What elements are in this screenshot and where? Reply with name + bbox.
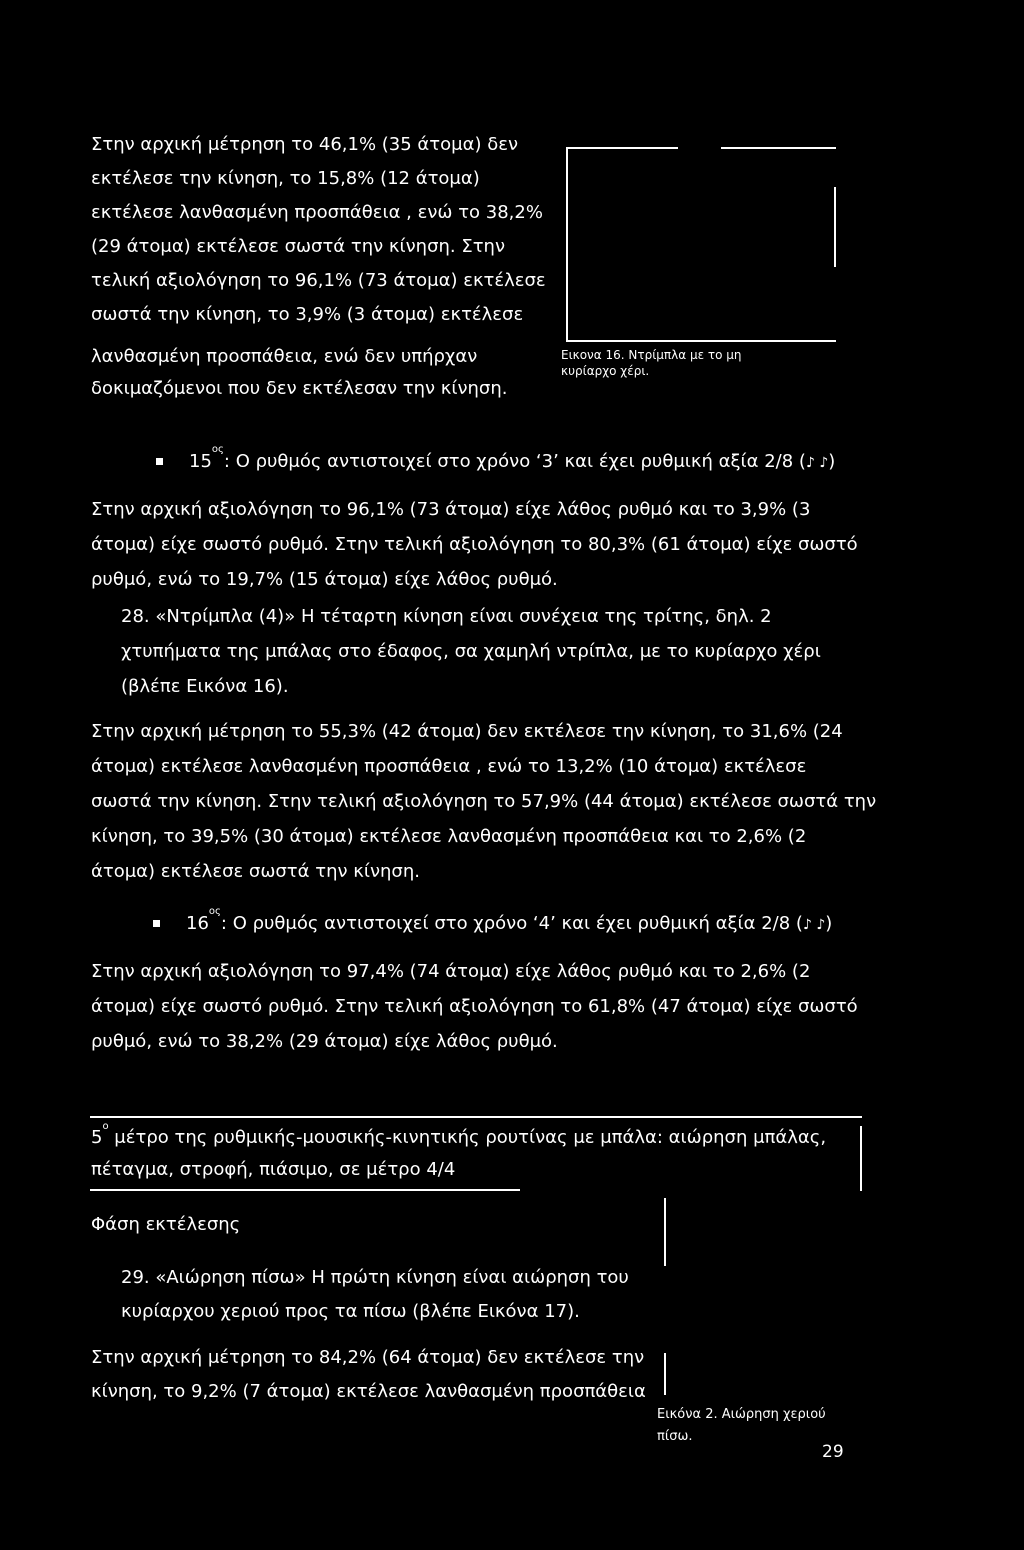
figure-16-caption — [561, 347, 742, 379]
text-line: Στην αρχική μέτρηση το 84,2% (64 άτομα) δεν εκτέλεσε την — [91, 1347, 645, 1368]
ordinal-suffix: ος — [208, 906, 221, 917]
figure-17-frame-edge — [664, 1198, 666, 1266]
paragraph-3 — [91, 714, 876, 889]
text-line: Στην αρχική μέτρηση το 46,1% (35 άτομα) δεν — [91, 134, 518, 155]
text-line: σωστά την κίνηση, το 3,9% (3 άτομα) εκτέλεσε — [91, 304, 524, 325]
phase-heading: Φάση εκτέλεσης — [91, 1214, 241, 1235]
text-line: δοκιμαζόμενοι που δεν εκτέλεσαν την κίνηση. — [91, 378, 508, 399]
text-line: Στην αρχική αξιολόγηση το 96,1% (73 άτομα) είχε λάθος ρυθμό και το 3,9% (3 — [91, 499, 811, 520]
item-28 — [121, 599, 821, 704]
text-line: εκτέλεσε την κίνηση, το 15,8% (12 άτομα) — [91, 168, 480, 189]
text-line: τελική αξιολόγηση το 96,1% (73 άτομα) εκτέλεσε — [91, 270, 546, 291]
caption-line: κυρίαρχο χέρι. — [561, 364, 650, 378]
bullet-text: : Ο ρυθμός αντιστοιχεί στο χρόνο ‘4’ και έχει ρυθμική αξία 2/8 ( — [220, 913, 803, 934]
figure-2-caption — [657, 1404, 826, 1448]
text-line: κίνηση, το 39,5% (30 άτομα) εκτέλεσε λανθασμένη προσπάθεια και το 2,6% (2 — [91, 826, 807, 847]
paragraph-2 — [91, 492, 858, 597]
text-line: κίνηση, το 9,2% (7 άτομα) εκτέλεσε λανθασμένη προσπάθεια — [91, 1381, 646, 1402]
bullet-marker — [156, 458, 163, 465]
text-line: άτομα) είχε σωστό ρυθμό. Στην τελική αξιολόγηση το 80,3% (61 άτομα) είχε σωστό — [91, 534, 858, 555]
figure-16-image — [566, 147, 836, 342]
page-number: 29 — [822, 1442, 844, 1462]
text-line: άτομα) εκτέλεσε σωστά την κίνηση. — [91, 861, 420, 882]
music-notes-icon: ♪ ♪ — [802, 917, 826, 933]
text-line: ρυθμό, ενώ το 38,2% (29 άτομα) είχε λάθος ρυθμό. — [91, 1031, 558, 1052]
text-line: άτομα) είχε σωστό ρυθμό. Στην τελική αξιολόγηση το 61,8% (47 άτομα) είχε σωστό — [91, 996, 858, 1017]
text-line: λανθασμένη προσπάθεια, ενώ δεν υπήρχαν — [91, 346, 478, 367]
bullet-number: 16 — [186, 913, 209, 934]
bullet-marker — [153, 920, 160, 927]
text-line: 28. «Ντρίμπλα (4)» Η τέταρτη κίνηση είναι συνέχεια της τρίτης, δηλ. 2 — [121, 606, 772, 627]
ordinal-suffix: ος — [211, 444, 224, 455]
bullet-15 — [189, 445, 835, 480]
text-line: (29 άτομα) εκτέλεσε σωστά την κίνηση. Στην — [91, 236, 505, 257]
bullet-close: ) — [828, 451, 836, 472]
paragraph-1-continued — [91, 341, 507, 405]
text-line: ρυθμό, ενώ το 19,7% (15 άτομα) είχε λάθος ρυθμό. — [91, 569, 558, 590]
measure-number: 5 — [91, 1127, 103, 1148]
text-line: σωστά την κίνηση. Στην τελική αξιολόγηση το 57,9% (44 άτομα) εκτέλεσε σωστά την — [91, 791, 877, 812]
paragraph-1 — [91, 128, 546, 332]
text-line: Στην αρχική μέτρηση το 55,3% (42 άτομα) δεν εκτέλεσε την κίνηση, το 31,6% (24 — [91, 721, 843, 742]
figure-2-frame-edge — [664, 1353, 666, 1395]
paragraph-4 — [91, 954, 858, 1059]
item-29 — [121, 1261, 629, 1329]
bullet-16 — [186, 907, 832, 942]
bullet-close: ) — [825, 913, 833, 934]
text-line: άτομα) εκτέλεσε λανθασμένη προσπάθεια , ενώ το 13,2% (10 άτομα) εκτέλεσε — [91, 756, 807, 777]
text-line: εκτέλεσε λανθασμένη προσπάθεια , ενώ το 38,2% — [91, 202, 543, 223]
caption-line: Εικονα 16. Ντρίμπλα με το μη — [561, 348, 742, 362]
text-line: χτυπήματα της μπάλας στο έδαφος, σα χαμηλή ντρίπλα, με το κυρίαρχο χέρι — [121, 641, 821, 662]
caption-line: Εικόνα 2. Αιώρηση χεριού — [657, 1407, 826, 1422]
measure-title-line: μέτρο της ρυθμικής-μουσικής-κινητικής ρουτίνας με μπάλα: αιώρηση μπάλας, — [108, 1127, 827, 1148]
paragraph-5 — [91, 1341, 646, 1409]
music-notes-icon: ♪ ♪ — [805, 455, 829, 471]
text-line: κυρίαρχου χεριού προς τα πίσω (βλέπε Εικόνα 17). — [121, 1301, 580, 1322]
measure-5-heading — [91, 1122, 826, 1186]
text-line: Στην αρχική αξιολόγηση το 97,4% (74 άτομα) είχε λάθος ρυθμό και το 2,6% (2 — [91, 961, 811, 982]
ordinal-suffix: ο — [102, 1121, 109, 1132]
bullet-number: 15 — [189, 451, 212, 472]
bullet-text: : Ο ρυθμός αντιστοιχεί στο χρόνο ‘3’ και έχει ρυθμική αξία 2/8 ( — [223, 451, 806, 472]
measure-title-line: πέταγμα, στροφή, πιάσιμο, σε μέτρο 4/4 — [91, 1159, 456, 1180]
text-line: (βλέπε Εικόνα 16). — [121, 676, 289, 697]
caption-line: πίσω. — [657, 1429, 693, 1444]
text-line: 29. «Αιώρηση πίσω» Η πρώτη κίνηση είναι αιώρηση του — [121, 1267, 629, 1288]
